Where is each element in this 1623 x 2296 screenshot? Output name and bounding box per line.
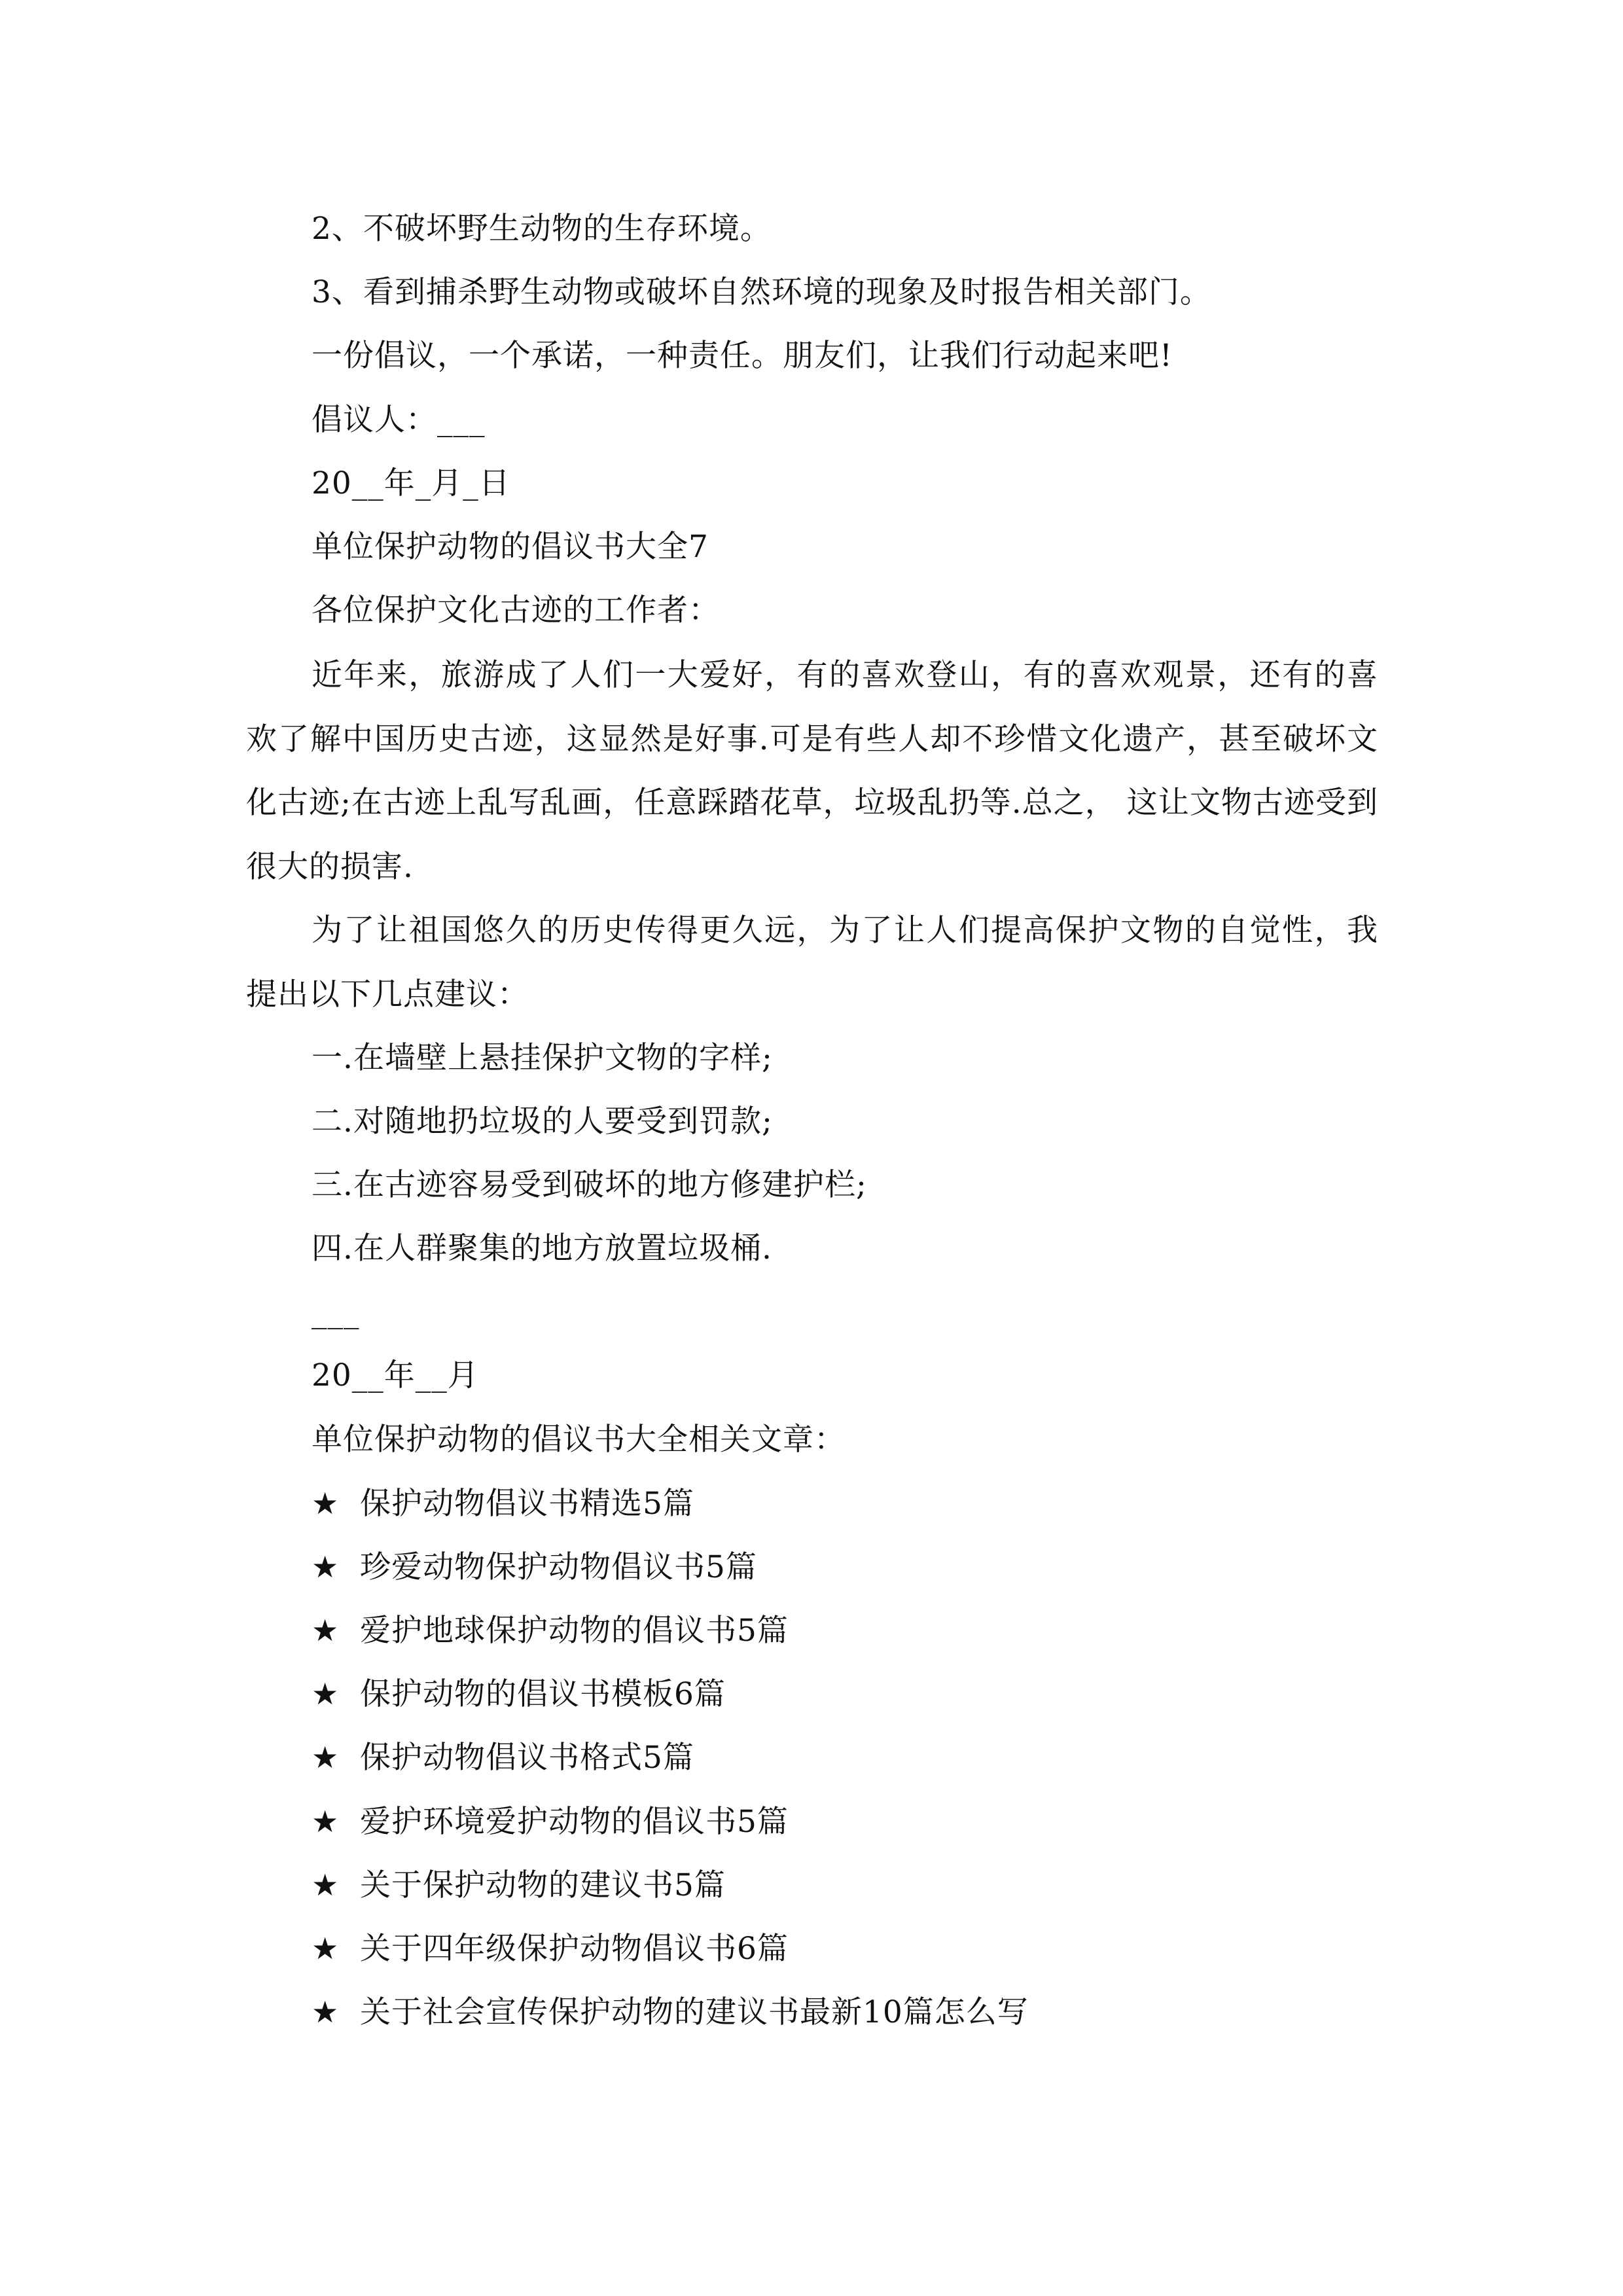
star-icon: ★ [312,1740,340,1775]
suggestion-item: 四.在人群聚集的地方放置垃圾桶. [312,1230,772,1266]
related-article-title: 关于保护动物的建议书5篇 [360,1867,726,1903]
star-icon: ★ [312,1549,340,1585]
list-item-3: 3、看到捕杀野生动物或破坏自然环境的现象及时报告相关部门。 [312,274,1211,310]
pledge-text: 一份倡议，一个承诺，一种责任。朋友们，让我们行动起来吧! [312,338,1173,374]
related-article-title: 保护动物倡议书格式5篇 [360,1740,694,1776]
paragraph-intro: 近年来，旅游成了人们一大爱好，有的喜欢登山，有的喜欢观景，还有的喜欢了解中国历史古迹，这显然是好事.可是有些人却不珍惜文化遗产，甚至破坏文化古迹;在古迹上乱写乱画，任意踩踏花草，垃圾乱扔等.总之， 这让文物古迹受到很大的损害. [246,657,1378,885]
related-article-title: 爱护地球保护动物的倡议书5篇 [360,1613,789,1649]
star-icon: ★ [312,1676,340,1712]
related-article-item[interactable] [312,1547,757,1587]
related-article-item[interactable] [312,1929,789,1969]
star-icon: ★ [312,1931,340,1966]
star-icon: ★ [312,1613,340,1648]
related-article-item[interactable] [312,1484,694,1524]
paragraph-proposal: 为了让祖国悠久的历史传得更久远，为了让人们提高保护文物的自觉性，我提出以下几点建议： [246,912,1378,1013]
star-icon: ★ [312,1486,340,1521]
related-article-title: 保护动物倡议书精选5篇 [360,1486,694,1522]
related-article-title: 保护动物的倡议书模板6篇 [360,1676,726,1712]
related-article-title: 关于四年级保护动物倡议书6篇 [360,1931,789,1967]
related-article-item[interactable] [312,1802,789,1842]
suggestion-item: 三.在古迹容易受到破坏的地方修建护栏; [312,1167,867,1203]
suggestion-item: 一.在墙壁上悬挂保护文物的字样; [312,1040,773,1076]
initiator-line: 倡议人：___ [312,402,486,438]
star-icon: ★ [312,1867,340,1903]
section-heading: 单位保护动物的倡议书大全7 [312,529,709,565]
star-icon: ★ [312,1804,340,1839]
related-article-title: 关于社会宣传保护动物的建议书最新10篇怎么写 [360,1994,1029,2030]
related-article-item[interactable] [312,1865,726,1905]
star-icon: ★ [312,1994,340,2030]
date-line: 20__年_月_日 [312,465,510,501]
related-article-item[interactable] [312,1738,694,1778]
suggestion-item: 二.对随地扔垃圾的人要受到罚款; [312,1103,773,1139]
list-item-2: 2、不破坏野生动物的生存环境。 [312,211,772,247]
related-article-item[interactable] [312,1674,726,1714]
related-article-item[interactable] [312,1611,789,1651]
related-article-item[interactable] [312,1992,1029,2032]
salutation: 各位保护文化古迹的工作者： [312,592,720,628]
related-articles-heading: 单位保护动物的倡议书大全相关文章： [312,1422,846,1458]
related-article-title: 珍爱动物保护动物倡议书5篇 [360,1549,757,1585]
related-article-title: 爱护环境爱护动物的倡议书5篇 [360,1804,789,1840]
signature-date: 20__年__月 [312,1357,479,1393]
signature-blank: ___ [312,1294,360,1330]
